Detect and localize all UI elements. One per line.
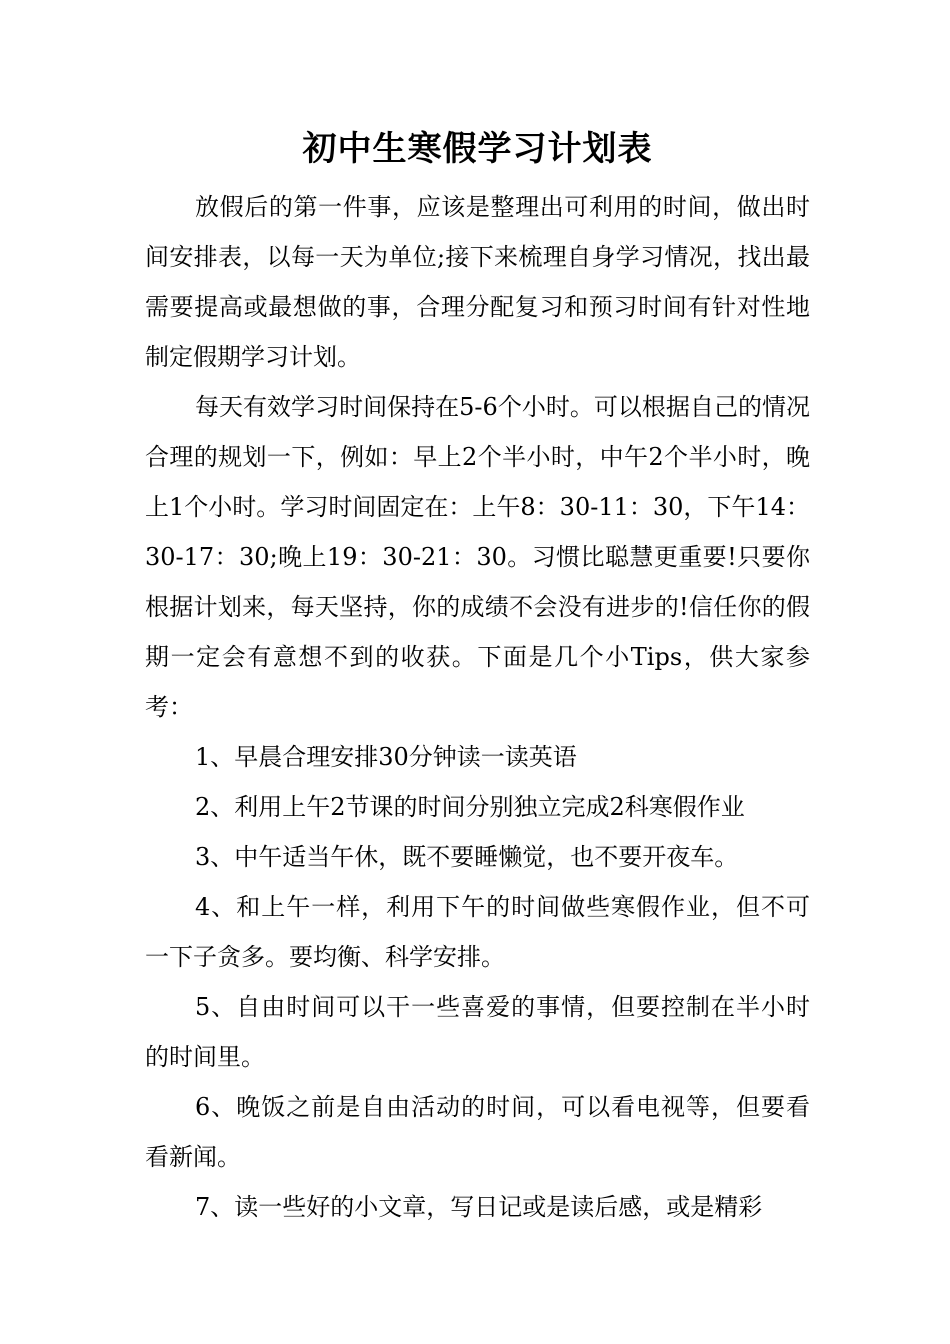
document-title: 初中生寒假学习计划表 <box>302 129 653 169</box>
schedule-paragraph: 每天有效学习时间保持在5-6个小时。可以根据自己的情况合理的规划一下，例如：早上2个半小时，中午2个半小时，晚上1个小时。学习时间固定在：上午8：30-11：30，下午14：30-17：30;晚上19：30-21：30。习惯比聪慧更重要!只要你根据计划来，每天坚持，你的成绩不会没有进步的!信任你的假期一定会有意想不到的收获。下面是几个小Tips，供大家参考： <box>145 393 810 721</box>
tip-item-5: 5、自由时间可以干一些喜爱的事情，但要控制在半小时的时间里。 <box>145 993 810 1071</box>
document-page <box>145 120 810 1232</box>
tip-item-6: 6、晚饭之前是自由活动的时间，可以看电视等，但要看看新闻。 <box>145 1093 810 1171</box>
tip-item-7: 7、读一些好的小文章，写日记或是读后感，或是精彩 <box>195 1193 763 1221</box>
tip-item-2: 2、利用上午2节课的时间分别独立完成2科寒假作业 <box>195 793 745 821</box>
tip-item-1: 1、早晨合理安排30分钟读一读英语 <box>195 743 577 771</box>
intro-paragraph: 放假后的第一件事，应该是整理出可利用的时间，做出时间安排表，以每一天为单位;接下来梳理自身学习情况，找出最需要提高或最想做的事，合理分配复习和预习时间有针对性地制定假期学习计划。 <box>145 193 810 371</box>
tip-item-4: 4、和上午一样，利用下午的时间做些寒假作业，但不可一下子贪多。要均衡、科学安排。 <box>145 893 810 971</box>
tip-item-3: 3、中午适当午休，既不要睡懒觉，也不要开夜车。 <box>195 843 739 871</box>
